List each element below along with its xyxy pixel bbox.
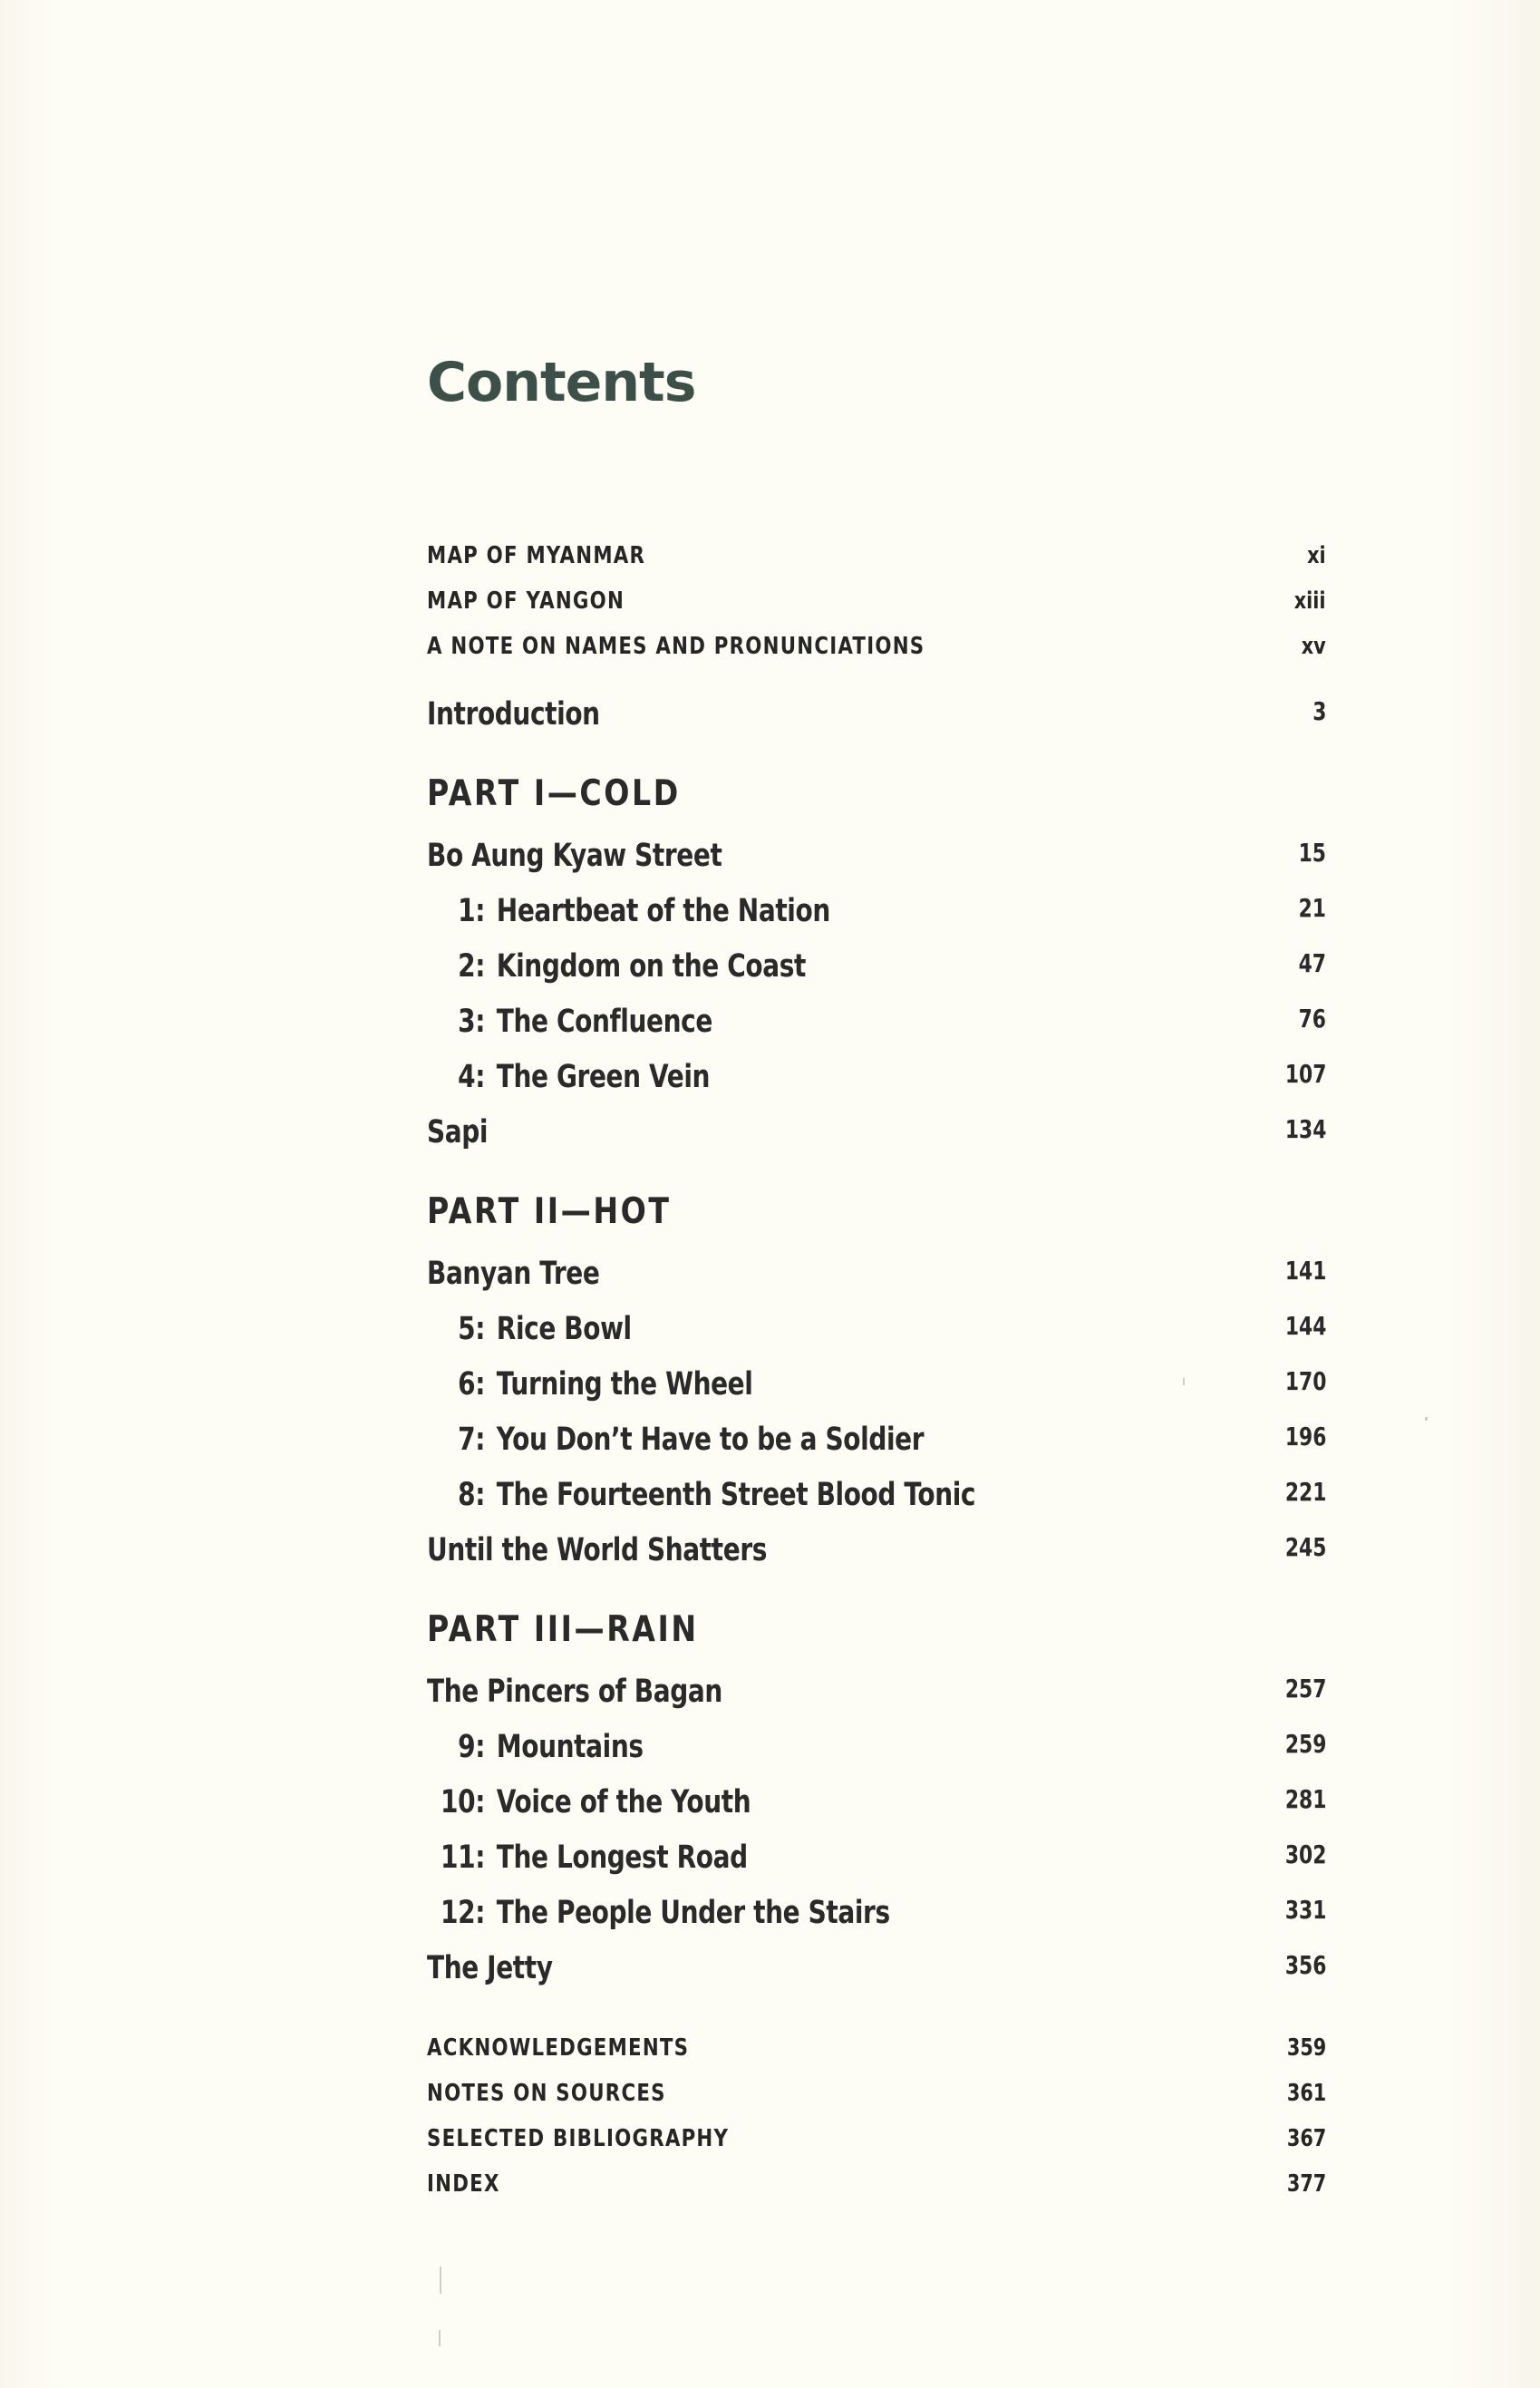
chapter-title: Kingdom on the Coast	[496, 948, 806, 985]
toc-entry-index[interactable]	[427, 2170, 1326, 2198]
toc-entry-label: Introduction	[427, 696, 600, 733]
toc-entry-label: Until the World Shatters	[427, 1532, 768, 1568]
toc-entry-label	[427, 1366, 752, 1403]
toc-chapter-6[interactable]	[427, 1366, 1326, 1403]
toc-entry-label: ACKNOWLEDGEMENTS	[427, 2034, 690, 2062]
toc-entry-label: SELECTED BIBLIOGRAPHY	[427, 2125, 730, 2152]
toc-page-number: 257	[1284, 1674, 1326, 1704]
chapter-number: 1:	[458, 893, 485, 929]
toc-entry-the-jetty[interactable]	[427, 1950, 1326, 1986]
chapter-number: 8:	[458, 1477, 485, 1513]
toc-entry-bo-aung-kyaw-street[interactable]	[427, 838, 1326, 874]
toc-page-number: 144	[1284, 1311, 1326, 1341]
toc-chapter-8[interactable]	[427, 1477, 1326, 1513]
toc-page-number: 245	[1284, 1532, 1326, 1562]
toc-page-number: 377	[1286, 2170, 1326, 2198]
toc-page-number: xiii	[1294, 587, 1326, 615]
toc-page-number: 21	[1298, 893, 1326, 923]
chapter-title: Rice Bowl	[496, 1311, 632, 1347]
chapter-number: 5:	[458, 1311, 485, 1347]
toc-chapter-5[interactable]	[427, 1311, 1326, 1347]
chapter-number: 9:	[458, 1729, 485, 1765]
toc-entry-acknowledgements[interactable]	[427, 2034, 1326, 2062]
toc-entry-map-of-yangon[interactable]	[427, 587, 1326, 615]
toc-chapter-4[interactable]	[427, 1059, 1326, 1095]
chapter-number: 10:	[441, 1784, 485, 1820]
toc-chapter-9[interactable]	[427, 1729, 1326, 1765]
toc-entry-pincers-of-bagan[interactable]	[427, 1674, 1326, 1710]
toc-entry-introduction[interactable]	[427, 696, 1326, 733]
toc-page-number: 76	[1298, 1004, 1326, 1034]
chapter-number: 3:	[458, 1004, 485, 1040]
toc-entry-label	[427, 948, 806, 985]
toc-entry-label: A NOTE ON NAMES AND PRONUNCIATIONS	[427, 633, 925, 660]
toc-entry-banyan-tree[interactable]	[427, 1256, 1326, 1292]
toc-page-number: 281	[1284, 1784, 1326, 1814]
scan-artifact	[440, 2267, 441, 2294]
toc-entry-sapi[interactable]	[427, 1114, 1326, 1150]
toc-page-number: 331	[1284, 1895, 1326, 1925]
toc-entry-label	[427, 1840, 748, 1876]
toc-entry-label: Bo Aung Kyaw Street	[427, 838, 722, 874]
toc-chapter-2[interactable]	[427, 948, 1326, 985]
toc-entry-label: The Pincers of Bagan	[427, 1674, 722, 1710]
toc-entry-label	[427, 1004, 712, 1040]
toc-page-number: 356	[1284, 1950, 1326, 1980]
toc-entry-map-of-myanmar[interactable]	[427, 542, 1326, 569]
toc-entry-label	[427, 1729, 644, 1765]
toc-entry-label: NOTES ON SOURCES	[427, 2080, 666, 2107]
chapter-number: 4:	[458, 1059, 485, 1095]
toc-entry-label	[427, 1059, 710, 1095]
scan-artifact	[439, 2330, 441, 2346]
toc-page-number: 134	[1284, 1114, 1326, 1144]
toc-entry-label: INDEX	[427, 2170, 500, 2198]
chapter-title: The Green Vein	[496, 1059, 711, 1095]
toc-page-number: 359	[1286, 2034, 1326, 2062]
chapter-title: Voice of the Youth	[496, 1784, 751, 1820]
chapter-title: Mountains	[496, 1729, 644, 1765]
toc-page-number: 367	[1286, 2125, 1326, 2152]
chapter-number: 11:	[441, 1840, 485, 1876]
part-heading-part-1: PART I—COLD	[427, 773, 681, 814]
toc-entry-label	[427, 1311, 632, 1347]
toc-entry-label	[427, 1477, 975, 1513]
chapter-title: The Fourteenth Street Blood Tonic	[496, 1477, 976, 1513]
chapter-number: 6:	[458, 1366, 485, 1403]
toc-entry-label: Sapi	[427, 1114, 489, 1150]
toc-page-number: 259	[1284, 1729, 1326, 1759]
toc-chapter-10[interactable]	[427, 1784, 1326, 1820]
toc-page-number: xv	[1302, 633, 1326, 660]
part-heading-part-3: PART III—RAIN	[427, 1609, 699, 1650]
toc-entry-label	[427, 1784, 751, 1820]
chapter-title: The People Under the Stairs	[496, 1895, 890, 1931]
toc-entry-label: MAP OF MYANMAR	[427, 542, 646, 569]
toc-page-number: 47	[1298, 948, 1326, 978]
part-heading-part-2: PART II—HOT	[427, 1191, 672, 1232]
toc-page-number: 141	[1284, 1256, 1326, 1286]
toc-page-number: 107	[1284, 1059, 1326, 1089]
toc-chapter-7[interactable]	[427, 1422, 1326, 1458]
toc-chapter-1[interactable]	[427, 893, 1326, 929]
toc-entry-label	[427, 1422, 924, 1458]
toc-entry-until-the-world-shatters[interactable]	[427, 1532, 1326, 1568]
toc-entry-label	[427, 1895, 890, 1931]
toc-page-number: 221	[1284, 1477, 1326, 1507]
toc-entry-label: Banyan Tree	[427, 1256, 600, 1292]
toc-entry-notes-on-sources[interactable]	[427, 2080, 1326, 2107]
toc-page-number: 361	[1286, 2080, 1326, 2107]
toc-page-number: xi	[1307, 542, 1326, 569]
chapter-number: 2:	[458, 948, 485, 985]
toc-page-number: 15	[1298, 838, 1326, 868]
toc-page-number: 170	[1284, 1366, 1326, 1396]
toc-page-number: 302	[1284, 1840, 1326, 1869]
chapter-title: The Longest Road	[496, 1840, 748, 1876]
chapter-number: 12:	[441, 1895, 485, 1931]
chapter-title: You Don’t Have to be a Soldier	[496, 1422, 925, 1458]
scan-artifact	[1425, 1417, 1428, 1421]
page-title: Contents	[427, 351, 696, 414]
chapter-title: The Confluence	[496, 1004, 712, 1040]
scan-artifact	[1183, 1378, 1185, 1385]
toc-entry-note-on-names[interactable]	[427, 633, 1326, 660]
chapter-title: Heartbeat of the Nation	[496, 893, 830, 929]
toc-entry-label	[427, 893, 830, 929]
toc-page-number: 3	[1312, 696, 1326, 726]
toc-chapter-12[interactable]	[427, 1895, 1326, 1931]
toc-page-number: 196	[1284, 1422, 1326, 1451]
chapter-number: 7:	[458, 1422, 485, 1458]
chapter-title: Turning the Wheel	[496, 1366, 753, 1403]
toc-chapter-11[interactable]	[427, 1840, 1326, 1876]
toc-entry-label: The Jetty	[427, 1950, 553, 1986]
toc-entry-label: MAP OF YANGON	[427, 587, 625, 615]
toc-entry-selected-bibliography[interactable]	[427, 2125, 1326, 2152]
toc-chapter-3[interactable]	[427, 1004, 1326, 1040]
